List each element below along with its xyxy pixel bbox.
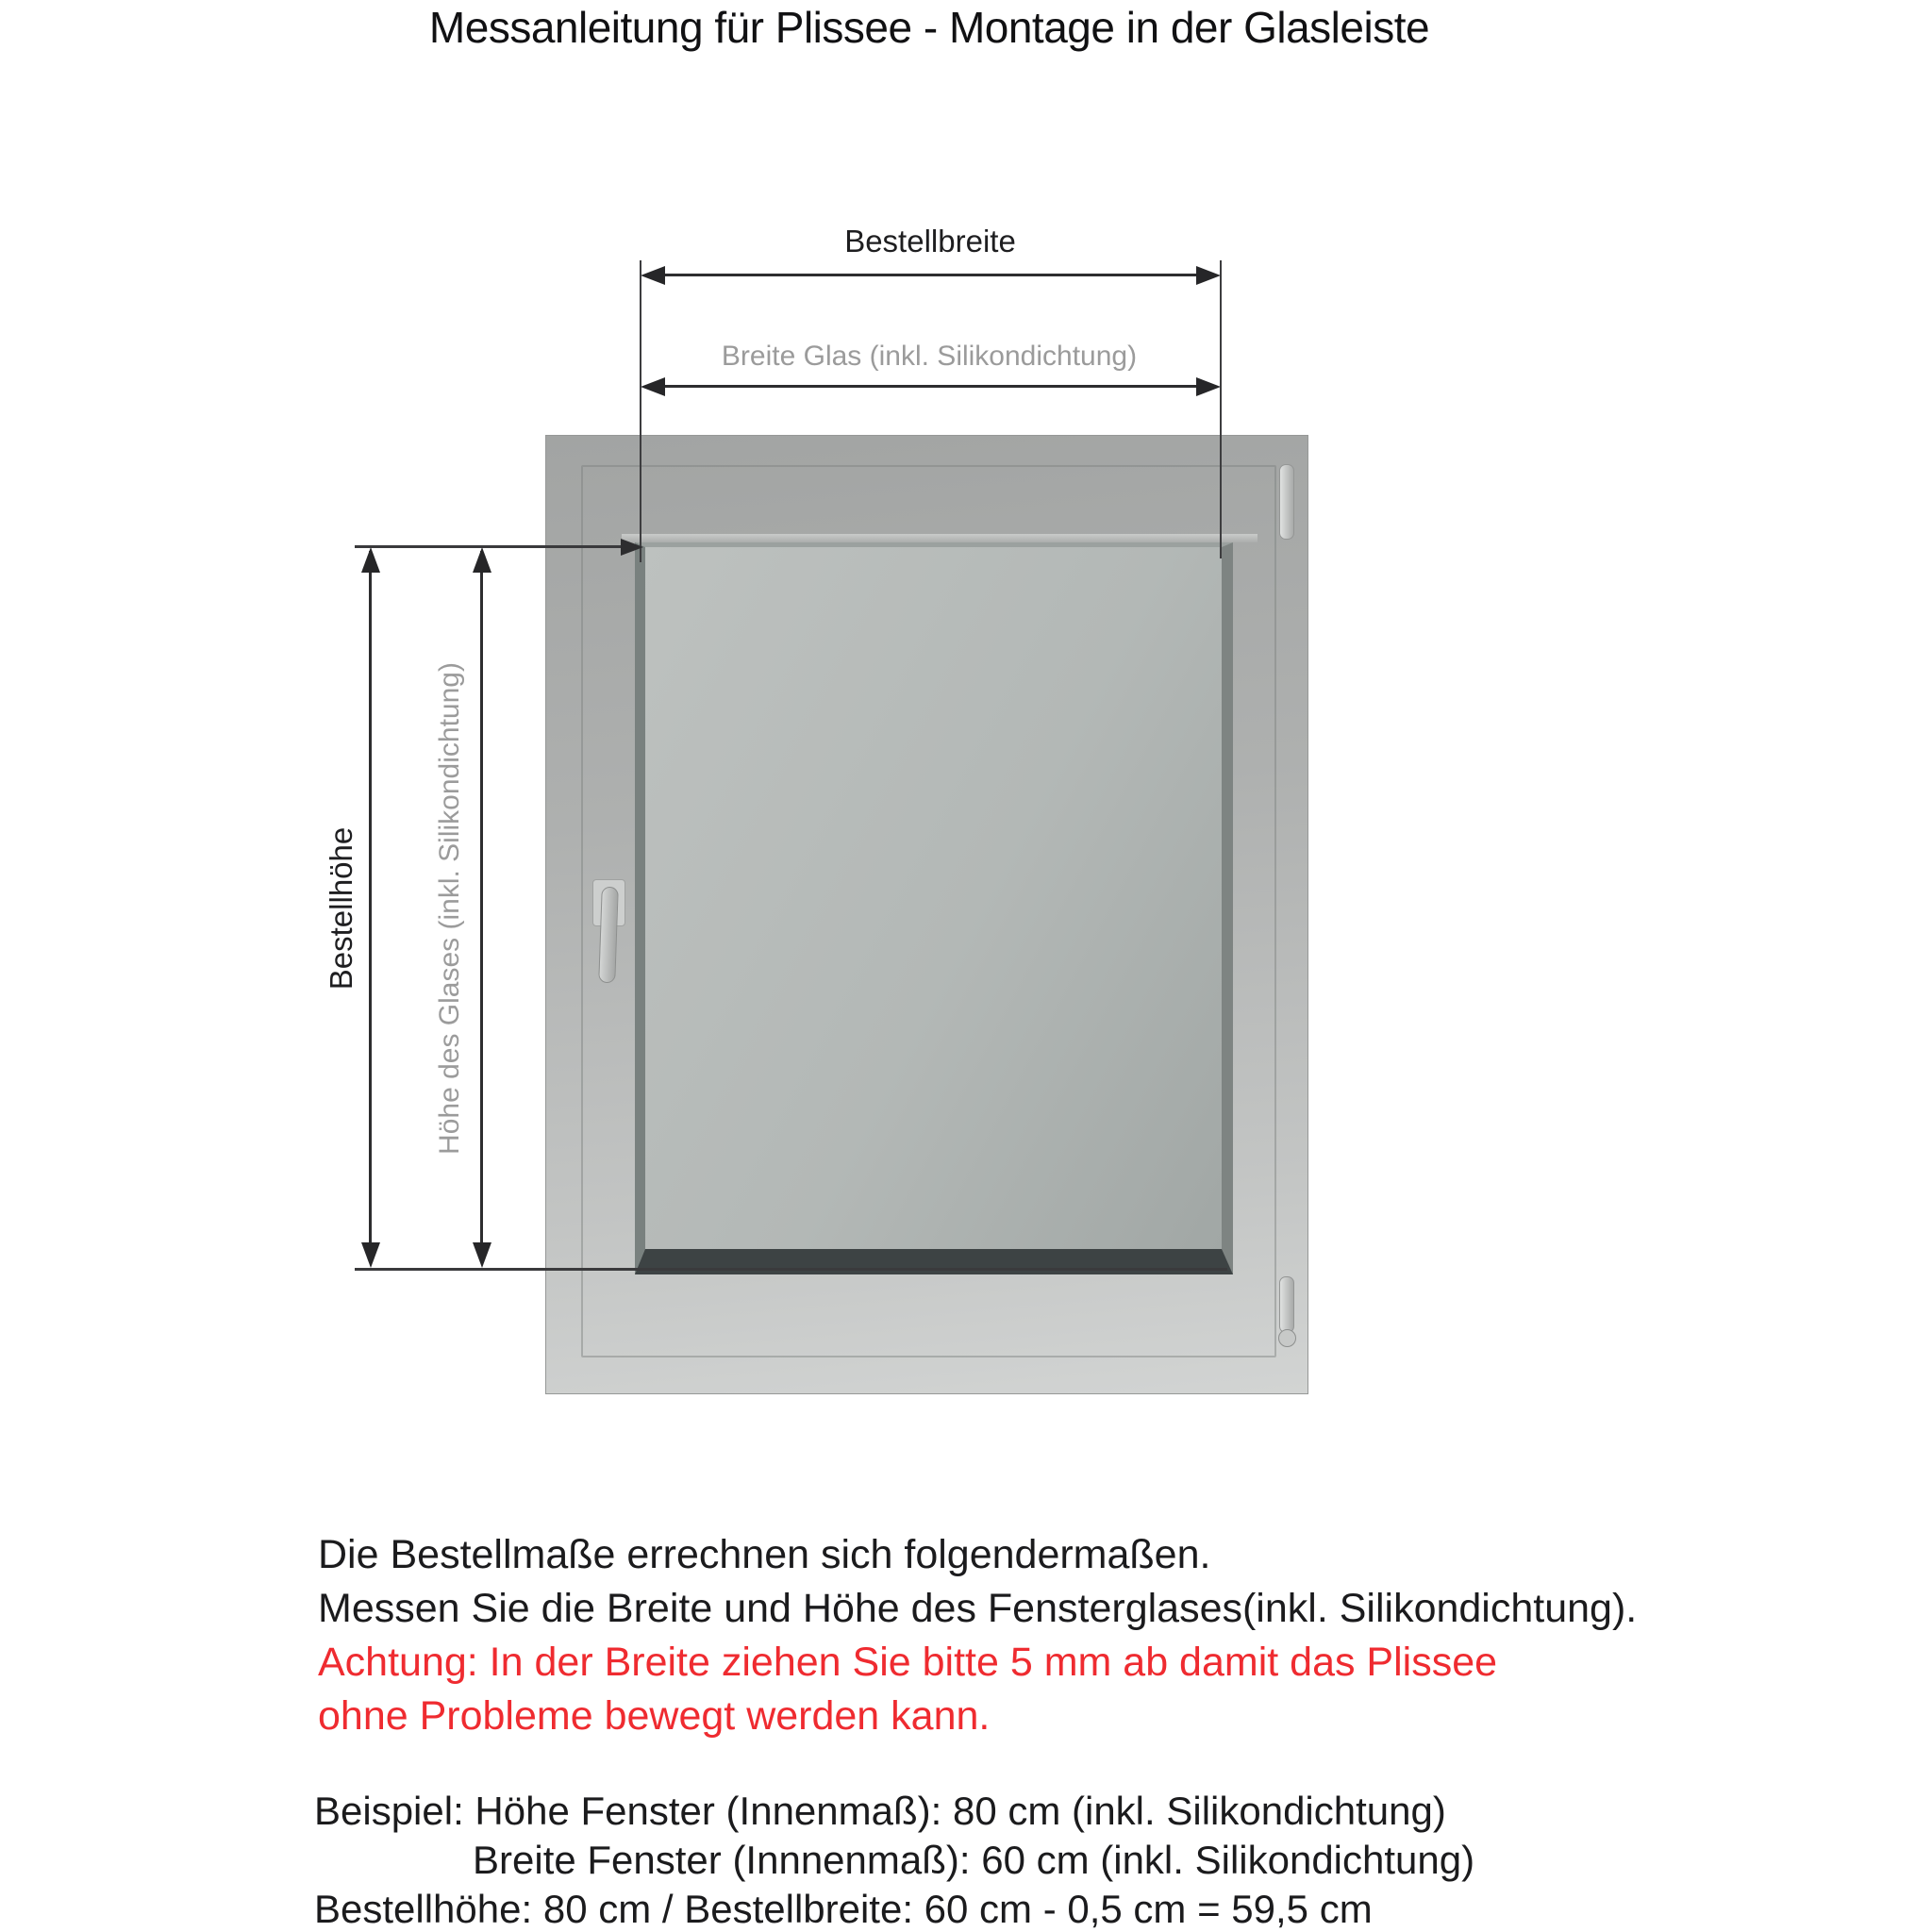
extension-line-left <box>640 260 641 562</box>
window-handle <box>598 887 619 984</box>
extension-line-right <box>1220 260 1222 558</box>
warning-line: Achtung: In der Breite ziehen Sie bitte 5 mm ab damit das Plissee <box>318 1640 1498 1685</box>
arrowhead-left-icon <box>641 377 665 396</box>
window-illustration <box>545 435 1308 1394</box>
arrowhead-right-icon <box>1196 266 1221 285</box>
glass-top-ridge <box>622 534 1257 542</box>
arrowhead-left-icon <box>641 266 665 285</box>
window-glass <box>635 542 1233 1274</box>
arrowhead-down-icon <box>361 1242 380 1268</box>
height-tick-bottom <box>355 1268 1227 1271</box>
hinge-bottom <box>1279 1276 1294 1333</box>
example-block <box>314 1787 1474 1932</box>
example-line: Bestellhöhe: 80 cm / Bestellbreite: 60 cm - 0,5 cm = 59,5 cm <box>314 1887 1373 1931</box>
glass-width-label: Breite Glas (inkl. Silikondichtung) <box>721 341 1138 372</box>
instruction-block <box>318 1528 1637 1743</box>
order-width-label: Bestellbreite <box>844 224 1016 258</box>
height-tick-top <box>355 545 638 548</box>
warning-line: ohne Probleme bewegt werden kann. <box>318 1693 991 1739</box>
instruction-line: Die Bestellmaße errechnen sich folgendermaßen. <box>318 1532 1211 1577</box>
glass-height-arrow <box>480 551 483 1251</box>
hinge-bottom-knob <box>1278 1329 1296 1347</box>
hinge-top <box>1279 464 1294 540</box>
arrowhead-up-icon <box>361 547 380 573</box>
order-height-label: Bestellhöhe <box>324 826 358 991</box>
order-width-arrow <box>647 274 1214 276</box>
order-height-arrow <box>369 551 372 1251</box>
instruction-line: Messen Sie die Breite und Höhe des Fensterglases(inkl. Silikondichtung). <box>318 1586 1638 1631</box>
arrowhead-right-icon <box>621 539 643 556</box>
example-line: Breite Fenster (Innnenmaß): 60 cm (inkl. Silikondichtung) <box>473 1838 1475 1882</box>
arrowhead-right-icon <box>1196 377 1221 396</box>
glass-width-arrow <box>647 385 1214 388</box>
page-title: Messanleitung für Plissee - Montage in der Glasleiste <box>428 3 1430 52</box>
glass-height-label: Höhe des Glases (inkl. Silikondichtung) <box>434 662 465 1155</box>
arrowhead-up-icon <box>473 547 491 573</box>
arrowhead-down-icon <box>473 1242 491 1268</box>
example-line: Beispiel: Höhe Fenster (Innenmaß): 80 cm (inkl. Silikondichtung) <box>314 1789 1446 1833</box>
